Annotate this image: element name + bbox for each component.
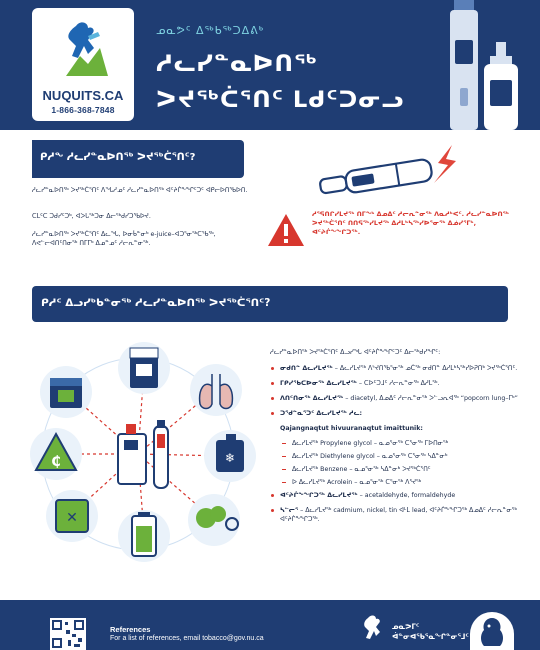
nuquits-footer-logo-icon (358, 612, 388, 650)
list-item: ᓂᑯᑎᓐ ᐃᓚᓯᒪᔪᖅ – ᐃᓚᓯᒪᔪᖅ ᐱᔾᔪᑎᖃᕐᓂᖅ ᓄᑖᖅ ᓂᑯᑎᓐ ᐃᓱᒪᒃᓴᖅᓯᐅᕈᑎᒃ ᐳᔪᖅᑖᕐᑎᑦ. (270, 364, 532, 373)
title-line-2: ᐳᔪᖅᑖᕐᑎᑦ ᒪᑯᑦᑐᓂᓗ (156, 87, 405, 113)
government-seal-icon (470, 612, 514, 650)
ingredients-intro: ᓱᓚᓯᓐᓇᐅᑎᖅ ᐳᔪᖅᑖᕐᑎᑦ ᐃᓗᓯᖓ ᐊᑦᔨᒌᖕᖏᑦᑐᑦ ᐃᓕᖅᑯᓯᖏᑦ: (270, 348, 441, 356)
section1-paragraph-2: ᑕᒪᑦᑕ ᑐᑯᓯᑦᑐᒃ, ᐊᐳᒐᖅᑐᓂ ᐃᓕᖅᑯᓯᑐᖃᐅᔪ. (32, 213, 151, 220)
section-heading-text: ᑭᓱᖕ ᓱᓚᓯᓐᓇᐅᑎᖅ ᐳᔪᖅᑖᕐᑎᑦ? (40, 152, 196, 163)
section1-paragraph-3: ᓱᓚᓯᓐᓇᐅᑎᖅ ᐳᔪᖅᑖᕐᑎᑦ ᐃᓚᖓ, ᐅᓂᑳᓐᓂᒃ e-juice–ᐊᑐᕐᓂᖅᑕᖃᖅ, ᐱᕙᓪᓕᐊᑎᑦᑎᓂᖅ ᑎᒥᒥᒃ ᐃᓄᓐᓄᑦ ᓱᓕᕆᓐᓂᖅ. (32, 231, 216, 247)
section-heading-what-is-vape (32, 140, 244, 178)
title-line-1: ᓱᓚᓯᓐᓇᐅᑎᖅ (156, 51, 318, 77)
warning-triangle-icon (266, 212, 306, 248)
list-sub-item: ᐃᓚᓯᒪᔪᖅ Benzene – ᓇᓄᕐᓂᖅ ᓴᐃᓐᓂᒃ ᐳᔪᖅᑖᕐᑎᑦ (270, 465, 532, 474)
hazard-sign-icon (30, 428, 82, 480)
antifreeze-jug-icon (204, 430, 256, 482)
warning-text: ᓱᕐᕋᑎᒋᓯᒪᔪᖅ ᑎᒥᖕᒃ ᐃᓄᐃᑦ ᓱᓕᕆᓐᓂᖅ ᐱᓇᓱᒃᐸᑦ. ᓱᓚᓯᓐᓇᐅᑎᖅ ᐳᔪᖅᑖᕐᑎᑦ ᑎᑎᕋᖅᓯᒪᔪᖅ ᐃᓱᒪᒃᓴᖅᓯᐅᕐᓂᖅ ᐃᓅᓯᕐᒥᒃ, ᐊᑦᔨᒌᖕᖏᑐᖅ. (312, 210, 510, 236)
battery-icon (118, 510, 170, 562)
references-text[interactable]: For a list of references, email tobacco@gov.nu.ca (110, 635, 264, 642)
list-sub-heading: Qajangnaqtut hivuuranaqtut imaittunik: (280, 425, 423, 432)
footer (0, 600, 540, 650)
qr-code-icon[interactable] (50, 618, 86, 650)
header-kicker: ᓄᓇᕗᑦ ᐃᖅᑲᖅᑐᐃᕕᒃ (156, 24, 265, 37)
logo-name: NUQUITS.CA (42, 88, 124, 103)
page-title (156, 46, 404, 118)
list-item: ᓴᓪᓕᕐ – ᐃᓚᓯᒪᔪᖅ cadmium, nickel, tin ᐊᒻᒪ lead, ᐊᑦᔨᒌᖕᖏᑐᖅ ᐃᓄᐃᑦ ᓱᓕᕆᓐᓂᖅ ᐊᑦᔨᒌᖕᖏᑐᖅ. (270, 506, 532, 524)
list-item: ᐱᑎᑦᑎᓂᖅ ᐃᓚᓯᒪᔪᖅ – diacetyl, ᐃᓄᐃᑦ ᓱᓕᕆᓐᓂᖅ ᐳᓪᓗᕆᐊᖅ “popcorn lung–ᒥᒃ” (270, 394, 532, 403)
vape-ingredients-illustration (26, 334, 258, 582)
logo-phone: 1-866-368-7848 (51, 105, 115, 115)
svg-text:₵: ₵ (51, 454, 61, 470)
svg-text:❄: ❄ (224, 451, 236, 465)
list-item: ᐊᑦᔨᒌᖕᖏᑐᖅ ᐃᓚᓯᒪᔪᖅ – acetaldehyde, formaldehyde (270, 491, 532, 500)
header-banner (0, 0, 540, 130)
section-heading-text: ᑭᓱᑦ ᐃᓗᓯᒃᑲᓐᓂᖅ ᓱᓚᓯᓐᓇᐅᑎᖅ ᐳᔪᖅᑖᕐᑎᑦ? (41, 297, 271, 309)
poison-canister-icon (46, 490, 98, 542)
footer-logo-text: ᓄᓇᕗᒥᑦ ᐋᓐᓂᐊᖃᕐᓇᖏᓐᓂᕐᒧᑦ (392, 623, 469, 641)
section-heading-whats-inside (32, 286, 508, 322)
ingredients-list (270, 364, 532, 530)
section1-paragraph-1: ᓱᓚᓯᓐᓇᐅᑎᖅ ᐳᔪᖅᑖᕐᑎᑦ ᐱᖓᓱᓄᑦ ᓱᓚᓯᓐᓇᐅᑎᖅ ᐊᑦᔨᒌᖕᖏᑦᑐᑦ ᐊᑭᓕᐅᑎᖃᐅᑎ. (32, 187, 248, 194)
list-sub-item: ᐅ ᐃᓚᓯᒪᔪᖅ Acrolein – ᓇᓄᕐᓂᖅ ᑕᕐᓂᖅ ᐱᕐᔪᖅ (270, 478, 532, 487)
cigarette-pack-icon (118, 342, 170, 394)
paint-can-icon (40, 366, 92, 418)
nuquits-logo[interactable] (32, 8, 134, 121)
nuquits-mascot-icon (58, 18, 108, 80)
vape-pen-icon (306, 143, 466, 197)
list-item: ᒥᑭᓯᖃᑕᐅᓂᖅ ᐃᓚᓯᒪᔪᖅ – ᑕᐅᑦᑐᒧᑦ ᓱᓕᕆᓐᓂᖅ ᐃᓱᒪᖅ. (270, 379, 532, 388)
vape-device-icon (440, 0, 540, 130)
svg-text:✕: ✕ (66, 510, 78, 526)
list-item: ᑐᖁᓐᓇᕐᑐᑦ ᐃᓚᓯᒪᔪᖅ ᓱᓚ: (270, 409, 532, 418)
list-sub-item: ᐃᓚᓯᒪᔪᖅ Diethylene glycol – ᓇᓄᕐᓂᖅ ᑕᕐᓂᖅ ᓴᐃᓐᓂᒃ (270, 452, 532, 461)
exhaust-smoke-icon (188, 494, 240, 546)
references-title: References (110, 625, 151, 634)
lungs-icon (190, 364, 242, 416)
vape-mod-icon (118, 420, 168, 488)
list-sub-item: ᐃᓚᓯᒪᔪᖅ Propylene glycol – ᓇᓄᕐᓂᖅ ᑕᕐᓂᖅ ᒥᐅᑎᓂᖅ (270, 439, 532, 448)
